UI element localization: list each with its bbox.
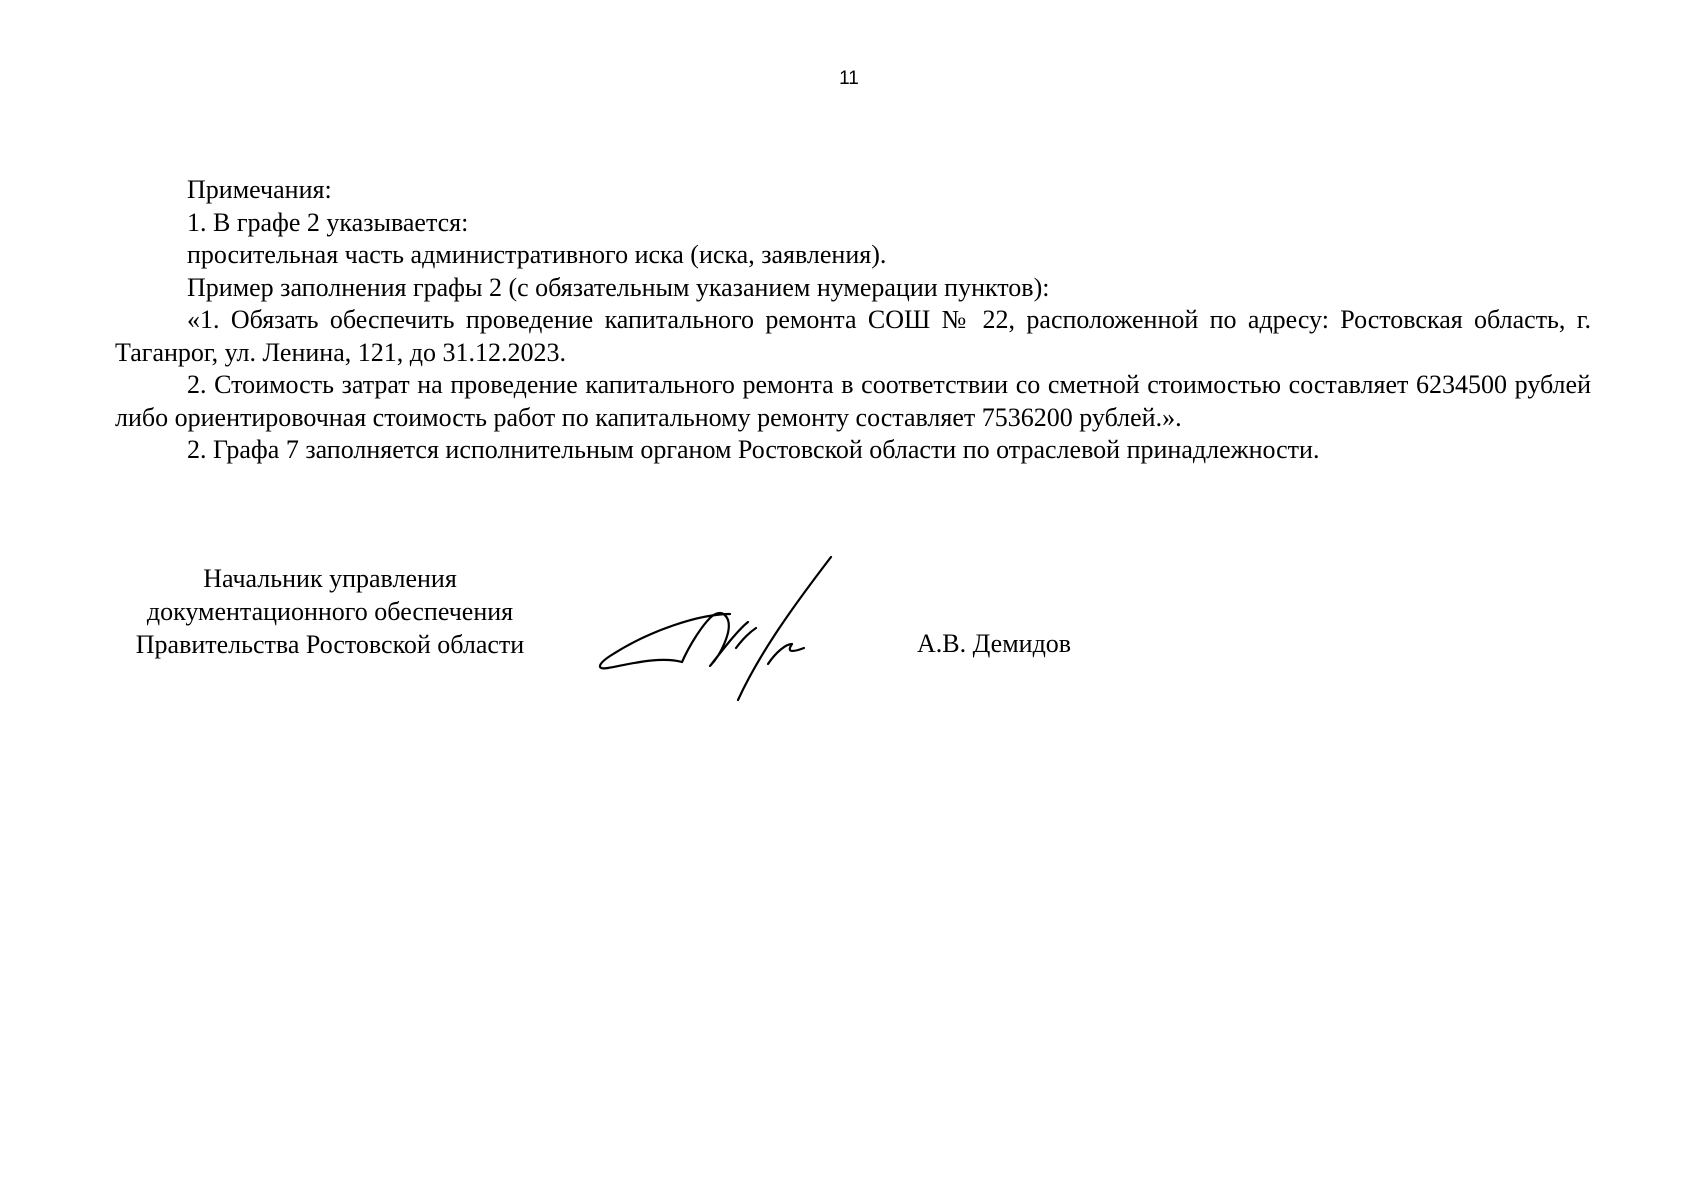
example-item-1: «1. Обязать обеспечить проведение капитального ремонта СОШ № 22, расположенной по адресу: Ростовская область, г. Таганрог, ул. Ленина, 121, до 31.12.2023. [115,305,1591,367]
note-2: 2. Графа 7 заполняется исполнительным органом Ростовской области по отраслевой принадлежности. [187,435,1320,464]
notes-heading: Примечания: [187,175,332,204]
signer-name: А.В. Демидов [917,629,1072,658]
example-intro: Пример заполнения графы 2 (с обязательным указанием нумерации пунктов): [187,272,1050,302]
example-item-2: 2. Стоимость затрат на проведение капитального ремонта в соответствии со сметной стоимостью составляет 6234500 рублей либо ориентировочная стоимость работ по капитальному ремонту составляет 7536200 рублей.». [115,370,1591,432]
position-line-1: Начальник управления [203,564,457,593]
handwritten-signature-icon [590,552,890,712]
page-number: 11 [839,68,859,89]
position-line-3: Правительства Ростовской области [135,630,525,659]
notes-section [115,174,1591,467]
signatory-position [115,562,545,661]
note-1-intro: 1. В графе 2 указывается: [187,207,469,237]
note-1-text: просительная часть административного иска (иска, заявления). [187,240,887,269]
position-line-2: документационного обеспечения [146,597,514,626]
